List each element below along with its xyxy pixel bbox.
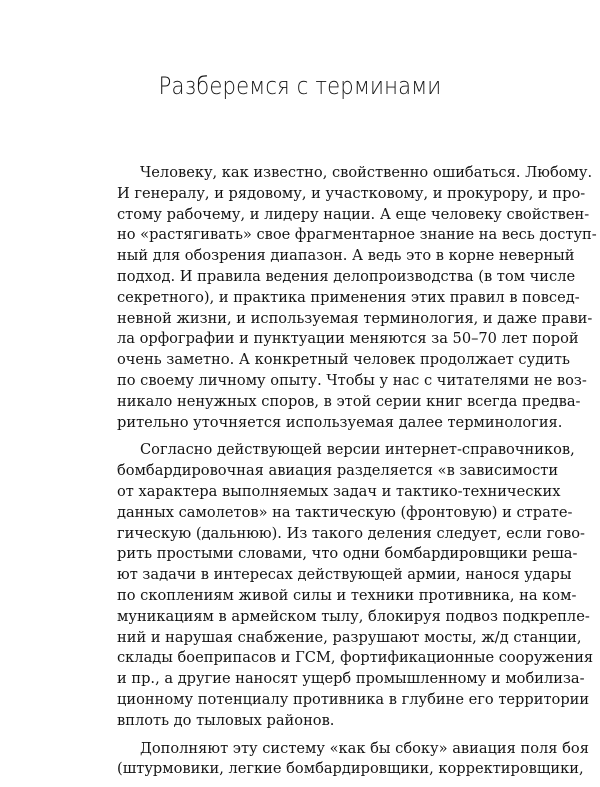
text-line: рительно уточняется используемая далее терминология. — [117, 413, 563, 431]
paragraph-2 — [117, 440, 594, 731]
text-line: очень заметно. А конкретный человек продолжает судить — [117, 351, 570, 369]
paragraph-1 — [117, 163, 597, 433]
chapter-heading: Разберемся с терминами — [158, 72, 442, 100]
text-line: ний и нарушая снабжение, разрушают мосты, ж/д станции, — [117, 628, 582, 646]
text-line: и пр., а другие наносят ущерб промышленному и мобилиза- — [117, 670, 585, 688]
text-line: вплоть до тыловых районов. — [117, 711, 335, 729]
text-line: никало ненужных споров, в этой серии книг всегда предва- — [117, 392, 581, 410]
text-line: подход. И правила ведения делопроизводства (в том числе — [117, 267, 576, 285]
text-line: по своему личному опыту. Чтобы у нас с читателями не воз- — [117, 371, 587, 389]
text-line: бомбардировочная авиация разделяется «в зависимости — [117, 462, 559, 480]
text-line: по скоплениям живой силы и техники противника, на ком- — [117, 586, 577, 604]
body-text — [117, 163, 597, 787]
text-line: Согласно действующей версии интернет-справочников, — [140, 441, 575, 459]
text-line: И генералу, и рядовому, и участковому, и прокурору, и про- — [117, 184, 586, 202]
text-line: рить простыми словами, что одни бомбардировщики реша- — [117, 545, 578, 563]
text-line: муникациям в армейском тылу, блокируя подвоз подкрепле- — [117, 607, 590, 625]
text-line: гическую (дальнюю). Из такого деления следует, если гово- — [117, 524, 585, 542]
text-line: склады боеприпасов и ГСМ, фортификационные сооружения — [117, 649, 594, 667]
text-line: ют задачи в интересах действующей армии, нанося удары — [117, 566, 572, 584]
text-line: данных самолетов» на тактическую (фронтовую) и страте- — [117, 503, 573, 521]
text-line: Дополняют эту систему «как бы сбоку» авиация поля боя — [140, 739, 589, 757]
text-line: стому рабочему, и лидеру нации. А еще человеку свойствен- — [117, 205, 590, 223]
text-line: от характера выполняемых задач и тактико-технических — [117, 482, 561, 500]
text-line: (штурмовики, легкие бомбардировщики, корректировщики, — [117, 760, 584, 778]
text-line: ционному потенциалу противника в глубине его территории — [117, 690, 590, 708]
text-line: но «растягивать» свое фрагментарное знание на весь доступ- — [117, 226, 597, 244]
paragraph-3 — [117, 739, 589, 781]
text-line: ла орфографии и пунктуации меняются за 50–70 лет порой — [117, 330, 579, 348]
text-line: ный для обозрения диапазон. А ведь это в корне неверный — [117, 247, 575, 265]
text-line: секретного), и практика применения этих правил в повсед- — [117, 288, 580, 306]
text-line: невной жизни, и используемая терминология, и даже прави- — [117, 309, 593, 327]
text-line: Человеку, как известно, свойственно ошибаться. Любому. — [140, 164, 593, 181]
